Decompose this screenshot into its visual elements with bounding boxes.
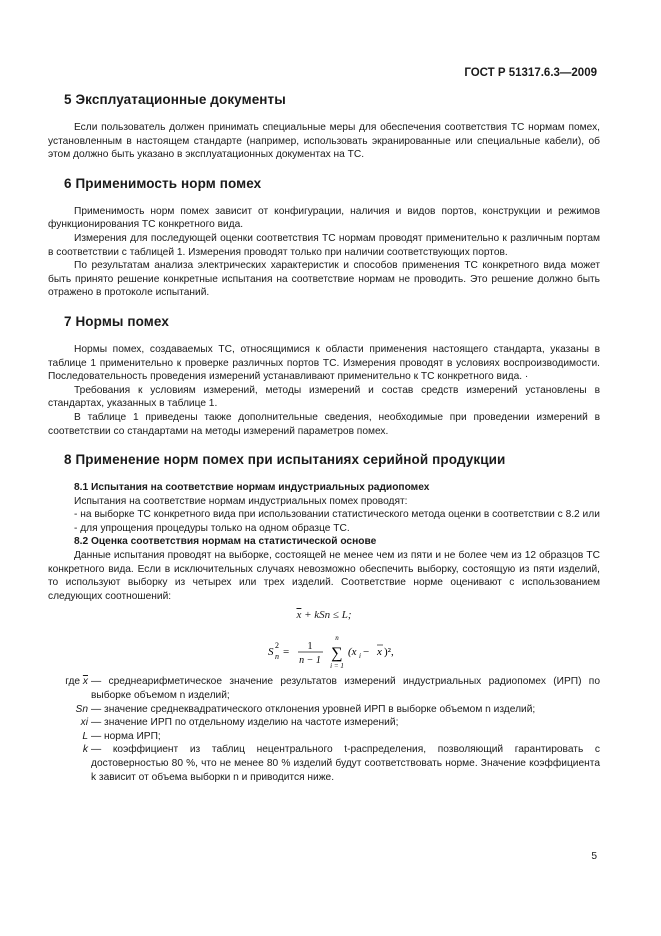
subsection-8-2-text: Данные испытания проводят на выборке, состоящей не менее чем из пяти и не более чем из 12 образцов ТС конкретного вида. Если в исключительных случаях невозможно обеспечить выборку, состоящую из пяти изделий, то используют выборку из четырех или трех изделий. Соответствие норме оценивают с использованием следующих соотношений: bbox=[48, 550, 600, 602]
section-8-title: 8 Применение норм помех при испытаниях серийной продукции bbox=[64, 452, 506, 468]
subsection-8-2-title: 8.2 Оценка соответствия нормам на статистической основе bbox=[74, 536, 377, 548]
formula-rest: + kSn ≤ L; bbox=[301, 609, 352, 622]
definition-symbol: k bbox=[82, 744, 88, 756]
section-6-paragraph: По результатам анализа электрических характеристик и способов применения ТС конкретного вида может быть принято решение конкретные испытания на соответствие нормам не проводить. Это решение должно быть отражено в протоколе испытаний. bbox=[48, 260, 600, 299]
definition-symbol: xi bbox=[80, 717, 88, 729]
formula-xbar: $\overline{x}$ bbox=[296, 609, 302, 622]
definition-text: — коэффициент из таблиц нецентрального t-распределения, позволяющий гарантировать с достоверностью 80 %, что не менее 80 % изделий будут соответствовать норме. Значение коэффициента k зависит от объема выборки n и приводится ниже. bbox=[91, 744, 600, 783]
definition-symbol: L bbox=[82, 730, 88, 742]
section-7-paragraph: В таблице 1 приведены также дополнительные сведения, необходимые при проведении измерений в соответствии со стандартами на методы измерений параметров помех. bbox=[48, 411, 600, 437]
formula-num: 1 bbox=[307, 641, 313, 653]
definition-item bbox=[48, 730, 600, 744]
subsection-8-1-intro: Испытания на соответствие нормам индустриальных помех проводят: bbox=[74, 495, 408, 507]
formula-sub: n bbox=[275, 652, 279, 662]
list-item: - на выборке ТС конкретного вида при использовании статистического метода оценки в соответствии с 8.2 или bbox=[74, 509, 600, 521]
formula-term-bar: x bbox=[377, 646, 382, 659]
formula-sum-top: n bbox=[335, 634, 339, 643]
definition-item bbox=[48, 743, 600, 784]
section-7-title: 7 Нормы помех bbox=[64, 313, 169, 329]
section-5-paragraph: Если пользователь должен принимать специальные меры для обеспечения соответствия ТС нормам помех, установленным в настоящем стандарте (например, использовать экранированные или специальные кабели), об этом должно быть указано в эксплуатационных документах на ТС. bbox=[48, 122, 600, 161]
section-6-paragraph: Измерения для последующей оценки соответствия ТС нормам проводят применительно к различным портам в соответствии с таблицей 1. Измерения проводят только при наличии соответствующих портов. bbox=[48, 232, 600, 258]
formula-criterion bbox=[48, 609, 600, 627]
list-item: - для упрощения процедуры только на одном образце ТС. bbox=[74, 522, 350, 534]
definition-text: — норма ИРП; bbox=[91, 730, 161, 742]
formula-variance bbox=[48, 631, 600, 671]
where-label: где bbox=[65, 676, 81, 688]
definition-symbol: $\overline{x}$ bbox=[82, 676, 88, 688]
section-7-paragraph: Нормы помех, создаваемых ТС, относящимися к области применения настоящего стандарта, указаны в таблице 1 применительно к проверке различных портов ТС. Измерения проводят в условиях воспроизводимости. Последовательность проведения измерений устанавливают применительно к ТС конкретного вида. · bbox=[48, 343, 600, 383]
formula-term: (x bbox=[348, 646, 357, 659]
standard-header: ГОСТ Р 51317.6.3—2009 bbox=[464, 67, 597, 79]
subsection-8-1-title: 8.1 Испытания на соответствие нормам индустриальных радиопомех bbox=[74, 482, 430, 494]
formula-den: n − 1 bbox=[299, 655, 321, 667]
definition-item bbox=[48, 675, 600, 702]
sum-icon: ∑ bbox=[331, 645, 343, 663]
section-6-paragraph: Применимость норм помех зависит от конфигурации, наличия и видов портов, конструкции и режимов функционирования ТС конкретного вида. bbox=[48, 205, 600, 231]
formula-lhs: S bbox=[268, 646, 274, 659]
definition-item bbox=[48, 703, 600, 717]
section-7-paragraph: Требования к условиям измерений, методы измерений и состав средств измерений установлены в стандартах, указанных в таблице 1. bbox=[48, 384, 600, 410]
formula-sup: 2 bbox=[275, 641, 279, 651]
definition-text: — значение ИРП по отдельному изделию на частоте измерений; bbox=[91, 717, 399, 729]
definition-symbol: Sn bbox=[75, 703, 88, 715]
section-5-title: 5 Эксплуатационные документы bbox=[64, 92, 286, 107]
definition-text: — среднеарифметическое значение результатов измерений индустриальных радиопомех (ИРП) по выборке объемом n изделий; bbox=[91, 676, 600, 702]
formula-sum-bottom: i = 1 bbox=[330, 662, 344, 671]
section-6-title: 6 Применимость норм помех bbox=[64, 175, 262, 191]
formula-term-sub: i bbox=[359, 652, 361, 661]
formula-term-mid: − bbox=[363, 646, 370, 659]
page-number: 5 bbox=[591, 851, 597, 862]
variance-formula-svg bbox=[48, 631, 600, 671]
formula-eq: = bbox=[283, 646, 290, 659]
formula-term-end: )², bbox=[384, 646, 394, 659]
definition-text: — значение среднеквадратического отклонения уровней ИРП в выборке объемом n изделий; bbox=[91, 703, 536, 715]
definition-item bbox=[48, 716, 600, 730]
document-body bbox=[48, 92, 600, 784]
definitions-list bbox=[48, 675, 600, 784]
